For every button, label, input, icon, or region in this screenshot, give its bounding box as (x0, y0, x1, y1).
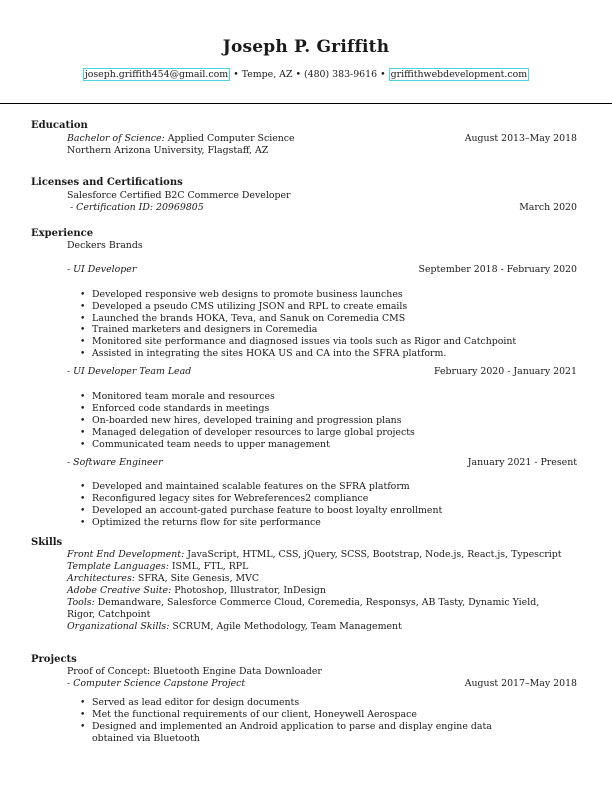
list-item: • Monitored team morale and resources (80, 391, 275, 402)
licenses-heading: Licenses and Certifications (31, 177, 183, 188)
header-divider (0, 103, 612, 104)
list-item: • Served as lead editor for design documents (80, 697, 299, 708)
skill-line (67, 585, 326, 596)
skills-heading: Skills (31, 537, 63, 548)
list-item: • Developed and maintained scalable features on the SFRA platform (80, 481, 410, 492)
role-dates: September 2018 - February 2020 (418, 264, 577, 275)
list-item: • Managed delegation of developer resources to large global projects (80, 427, 415, 438)
skill-label: Organizational Skills: (67, 621, 170, 632)
skill-label: Tools: (67, 597, 95, 608)
list-item: • Reconfigured legacy sites for Webreferences2 compliance (80, 493, 368, 504)
skill-line (67, 597, 539, 608)
list-item-continuation: obtained via Bluetooth (92, 733, 200, 744)
education-heading: Education (31, 120, 88, 131)
separator: • (295, 69, 301, 80)
list-item: • Met the functional requirements of our client, Honeywell Aerospace (80, 709, 417, 720)
list-item: • On-boarded new hires, developed training and progression plans (80, 415, 402, 426)
separator: • (380, 69, 386, 80)
website-link[interactable]: griffithwebdevelopment.com (390, 69, 528, 80)
role-dates: February 2020 - January 2021 (433, 366, 577, 377)
list-item: • Monitored site performance and diagnosed issues via tools such as Rigor and Catchpoint (80, 336, 516, 347)
skill-value: SCRUM, Agile Methodology, Team Management (172, 621, 402, 632)
list-item: • Designed and implemented an Android application to parse and display engine data (80, 721, 492, 732)
skill-value: ISML, FTL, RPL (171, 561, 249, 572)
degree-field: Applied Computer Science (167, 133, 295, 144)
separator: • (233, 69, 239, 80)
experience-heading: Experience (31, 228, 94, 239)
skill-value: Photoshop, Illustrator, InDesign (174, 585, 326, 596)
license-title: Salesforce Certified B2C Commerce Developer (67, 190, 291, 201)
education-dates: August 2013–May 2018 (464, 133, 577, 144)
skill-value: SFRA, Site Genesis, MVC (137, 573, 260, 584)
skill-label: Architectures: (67, 573, 135, 584)
project-title: Proof of Concept: Bluetooth Engine Data Downloader (67, 666, 322, 677)
role-title: - UI Developer (67, 264, 137, 275)
list-item: • Developed a pseudo CMS utilizing JSON and RPL to create emails (80, 301, 407, 312)
resume-name: Joseph P. Griffith (222, 37, 390, 57)
project-subtitle: - Computer Science Capstone Project (67, 678, 246, 689)
role-title: - Software Engineer (67, 457, 163, 468)
email-link[interactable]: joseph.griffith454@gmail.com (84, 69, 229, 80)
skill-line-continuation: Rigor, Catchpoint (67, 609, 151, 620)
skill-line (67, 621, 402, 632)
list-item: • Developed an account-gated purchase feature to boost loyalty enrollment (80, 505, 442, 516)
list-item: • Assisted in integrating the sites HOKA US and CA into the SFRA platform. (80, 348, 446, 359)
skill-value: Demandware, Salesforce Commerce Cloud, Coremedia, Responsys, AB Tasty, Dynamic Yield, (97, 597, 540, 608)
role-title: - UI Developer Team Lead (67, 366, 192, 377)
location: Tempe, AZ (241, 69, 293, 80)
degree-line (67, 133, 295, 144)
list-item: • Enforced code standards in meetings (80, 403, 269, 414)
projects-heading: Projects (31, 654, 77, 665)
project-dates: August 2017–May 2018 (464, 678, 577, 689)
cert-id: - Certification ID: 20969805 (70, 202, 204, 213)
skill-label: Template Languages: (67, 561, 169, 572)
phone: (480) 383-9616 (303, 69, 378, 80)
list-item: • Communicated team needs to upper management (80, 439, 330, 450)
skill-label: Adobe Creative Suite: (67, 585, 172, 596)
list-item: • Launched the brands HOKA, Teva, and Sanuk on Coremedia CMS (80, 313, 405, 324)
skill-line (67, 561, 248, 572)
skill-line (67, 549, 562, 560)
school: Northern Arizona University, Flagstaff, AZ (67, 145, 269, 156)
contact-line (0, 68, 612, 82)
list-item: • Developed responsive web designs to promote business launches (80, 289, 403, 300)
company: Deckers Brands (67, 240, 143, 251)
list-item: • Optimized the returns flow for site performance (80, 517, 321, 528)
license-date: March 2020 (519, 202, 577, 213)
skill-label: Front End Development: (67, 549, 185, 560)
list-item: • Trained marketers and designers in Coremedia (80, 324, 317, 335)
role-dates: January 2021 - Present (467, 457, 577, 468)
degree-label: Bachelor of Science: (67, 133, 165, 144)
skill-value: JavaScript, HTML, CSS, jQuery, SCSS, Bootstrap, Node.js, React.js, Typescript (187, 549, 562, 560)
skill-line (67, 573, 259, 584)
